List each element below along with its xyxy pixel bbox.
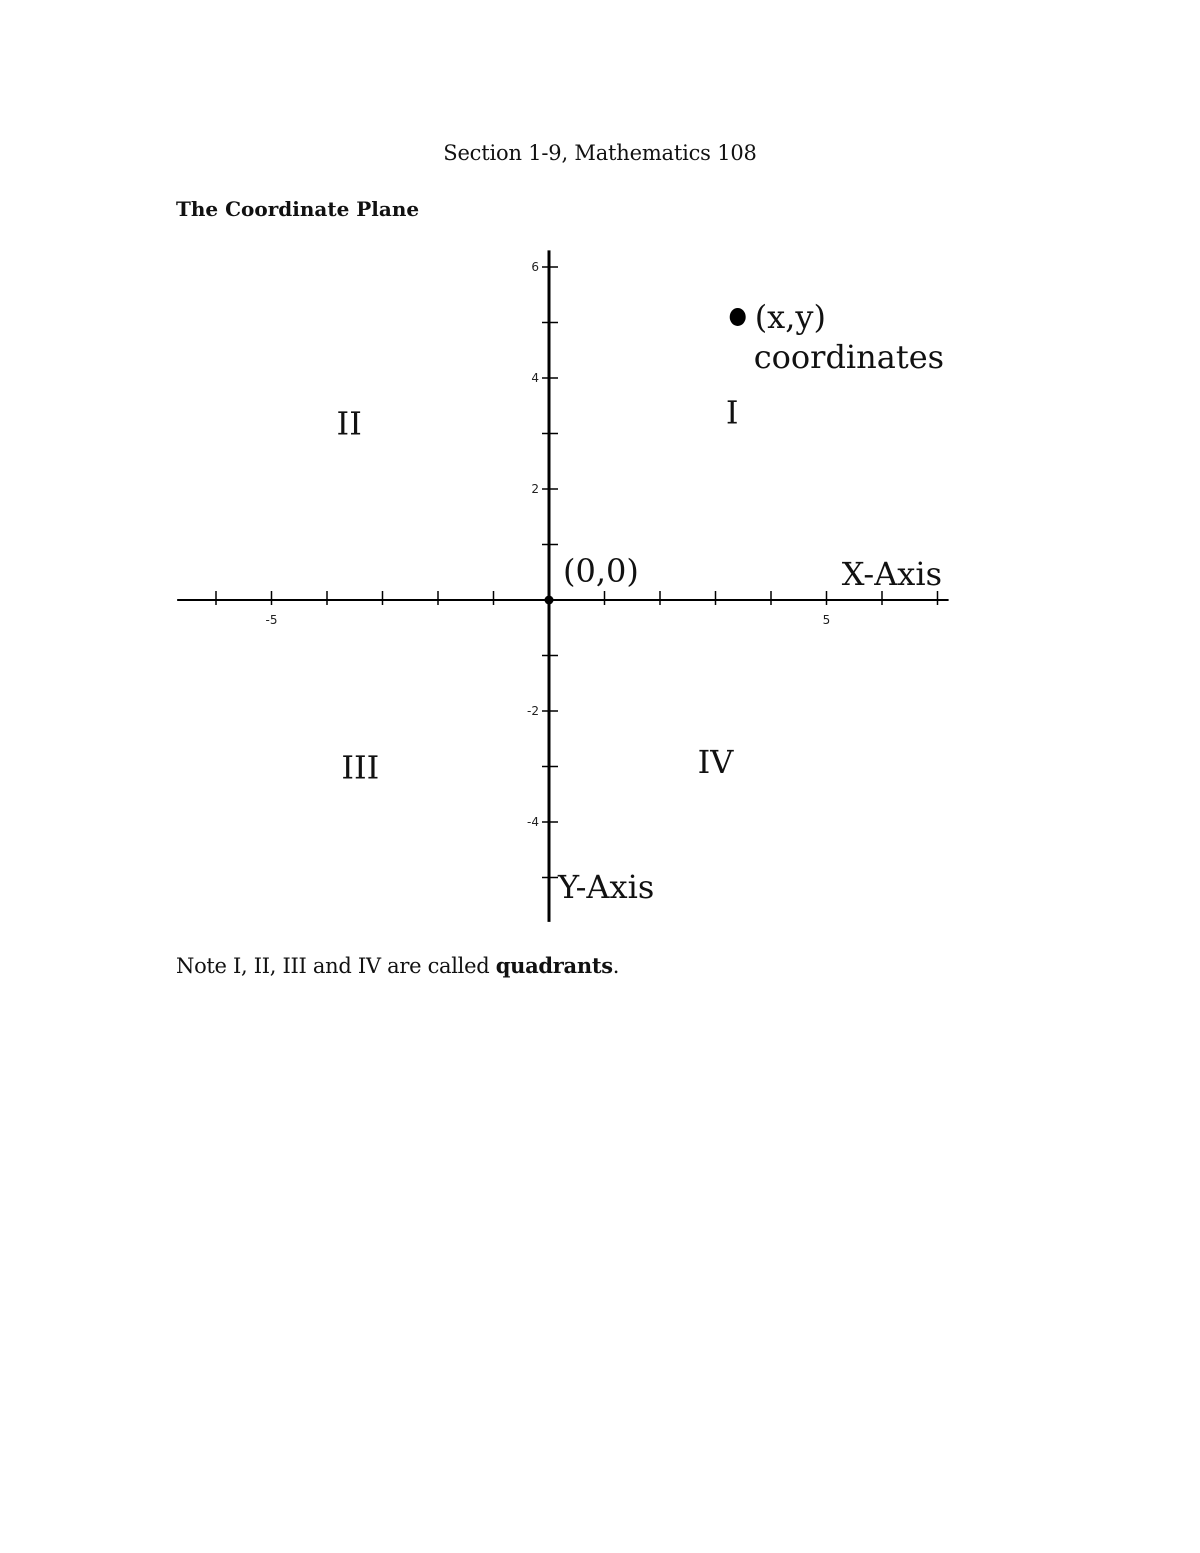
y-tick-label: -4 bbox=[527, 815, 539, 829]
quadrant-label-ii: II bbox=[336, 404, 362, 443]
page-header: Section 1-9, Mathematics 108 bbox=[443, 141, 757, 165]
quadrant-label-iii: III bbox=[341, 748, 380, 787]
y-tick-label: 4 bbox=[531, 371, 539, 385]
origin-label: (0,0) bbox=[563, 552, 639, 590]
y-tick-label: 2 bbox=[531, 482, 539, 496]
note-paragraph bbox=[176, 953, 619, 978]
note-text: Note I, II, III and IV are called bbox=[176, 954, 496, 978]
x-tick-label: 5 bbox=[822, 613, 831, 627]
sample-point-marker bbox=[730, 308, 746, 326]
labels-layer bbox=[266, 260, 945, 906]
y-axis-label: Y-Axis bbox=[558, 868, 655, 906]
x-axis-label: X-Axis bbox=[841, 555, 942, 593]
origin-point bbox=[545, 596, 554, 605]
quadrant-label-iv: IV bbox=[697, 742, 734, 781]
quadrant-label-i: I bbox=[725, 393, 739, 432]
section-title: The Coordinate Plane bbox=[176, 197, 420, 221]
note-bold-term: quadrants bbox=[495, 953, 613, 978]
sample-point-label: (x,y) bbox=[754, 297, 826, 336]
sample-point-caption: coordinates bbox=[753, 337, 945, 376]
y-tick-label: 6 bbox=[531, 260, 539, 274]
y-tick-label: -2 bbox=[527, 704, 539, 718]
x-tick-label: -5 bbox=[265, 613, 278, 627]
note-end: . bbox=[612, 954, 620, 978]
